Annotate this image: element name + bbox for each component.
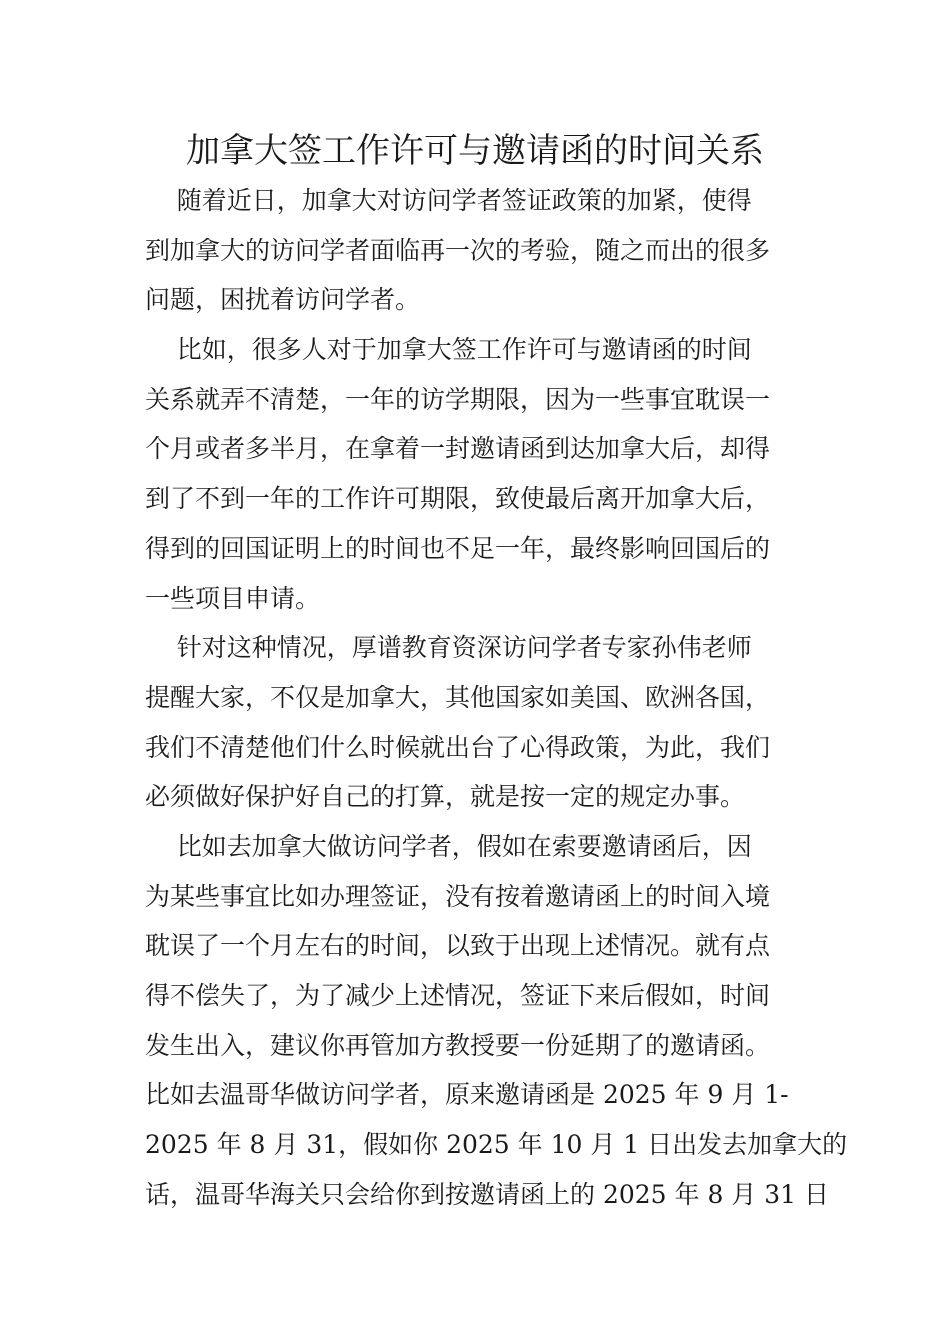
document-title: 加拿大签工作许可与邀请函的时间关系 [186,131,764,171]
text-line: 我们不清楚他们什么时候就出台了心得政策，为此，我们 [145,732,771,762]
text-line: 耽误了一个月左右的时间，以致于出现上述情况。就有点 [145,931,771,961]
text-line: 发生出入，建议你再管加方教授要一份延期了的邀请函。 [145,1030,771,1060]
text-line: 比如去温哥华做访问学者，原来邀请函是 2025 年 9 月 1- [145,1080,789,1110]
text-line: 个月或者多半月，在拿着一封邀请函到达加拿大后，却得 [145,434,771,464]
text-line: 得不偿失了，为了减少上述情况，签证下来后假如，时间 [145,981,771,1010]
text-line: 比如去加拿大做访问学者，假如在索要邀请函后，因 [145,831,752,861]
text-line: 提醒大家，不仅是加拿大，其他国家如美国、欧洲各国， [145,682,771,712]
text-line: 到了不到一年的工作许可期限，致使最后离开加拿大后， [145,484,771,514]
text-line: 问题，困扰着访问学者。 [145,285,421,315]
text-line: 为某些事宜比如办理签证，没有按着邀请函上的时间入境 [145,881,771,911]
text-line: 到加拿大的访问学者面临再一次的考验，随之而出的很多 [145,235,771,265]
text-line: 一些项目申请。 [145,583,321,613]
text-line: 关系就弄不清楚，一年的访学期限，因为一些事宜耽误一 [145,384,771,414]
text-line: 必须做好保护好自己的打算，就是按一定的规定办事。 [145,782,746,812]
text-line: 比如，很多人对于加拿大签工作许可与邀请函的时间 [145,335,752,365]
document-body [145,176,848,1219]
text-line: 2025 年 8 月 31，假如你 2025 年 10 月 1 日出发去加拿大的 [145,1130,848,1160]
text-line: 得到的回国证明上的时间也不足一年，最终影响回国后的 [145,533,771,563]
text-line: 话，温哥华海关只会给你到按邀请函上的 2025 年 8 月 31 日 [145,1179,830,1209]
text-line: 针对这种情况，厚谱教育资深访问学者专家孙伟老师 [145,633,752,663]
text-line: 随着近日，加拿大对访问学者签证政策的加紧，使得 [145,186,752,215]
